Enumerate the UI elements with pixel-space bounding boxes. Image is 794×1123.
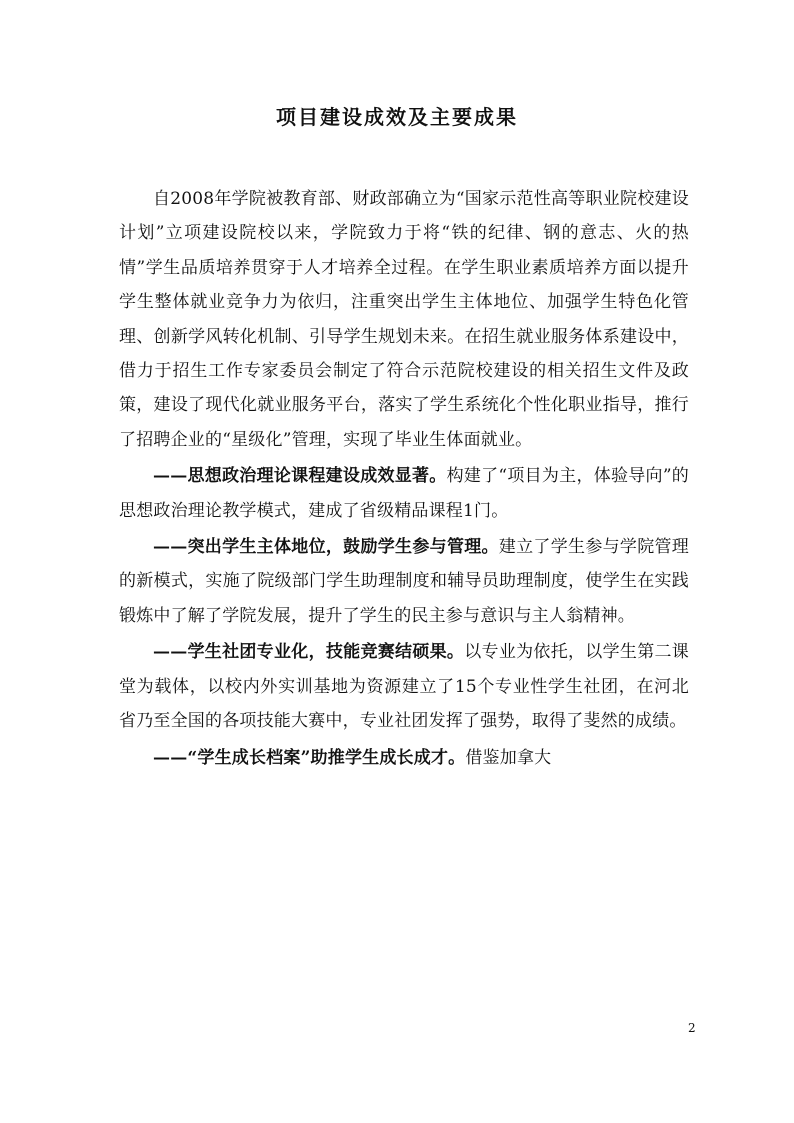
paragraph-student-clubs [119, 635, 689, 738]
paragraph-lead: ——思想政治理论课程建设成效显著。 [153, 466, 447, 487]
page-title: 项目建设成效及主要成果 [276, 105, 518, 129]
paragraph-lead: ——学生社团专业化，技能竞赛结硕果。 [153, 642, 465, 663]
page-number: 2 [688, 1021, 696, 1035]
paragraph-text: 借鉴加拿大 [465, 747, 552, 768]
paragraph-lead: ——突出学生主体地位，鼓励学生参与管理。 [153, 537, 499, 558]
paragraph-growth-file [119, 741, 689, 775]
paragraph-text: 建立了学生参与学院管理的新模式，实施了院级部门学生助理制度和辅导员助理制度，使学生在实践锻炼中了解了学院发展，提升了学生的民主参与意识与主人翁精神。 [119, 537, 690, 626]
paragraph-text: 以专业为依托，以学生第二课堂为载体，以校内外实训基地为资源建立了15个专业性学生社团，在河北省乃至全国的各项技能大赛中，专业社团发挥了强势，取得了斐然的成绩。 [119, 642, 689, 732]
paragraph-text: 构建了“项目为主，体验导向”的思想政治理论教学模式，建成了省级精品课程1门。 [119, 466, 689, 521]
paragraph-ideological-course [119, 459, 689, 528]
body-text [119, 182, 689, 775]
paragraph-text: 自2008年学院被教育部、财政部确立为“国家示范性高等职业院校建设计划”立项建设院校以来，学院致力于将“铁的纪律、钢的意志、火的热情”学生品质培养贯穿于人才培养全过程。在学生职业素质培养方面以提升学生整体就业竞争力为依归，注重突出学生主体地位、加强学生特色化管理、创新学风转化机制、引导学生规划未来。在招生就业服务体系建设中，借力于招生工作专家委员会制定了符合示范院校建设的相关招生文件及政策，建设了现代化就业服务平台，落实了学生系统化个性化职业指导，推行了招聘企业的“星级化”管理，实现了毕业生体面就业。 [119, 189, 689, 450]
paragraph-lead: ——“学生成长档案”助推学生成长成才。 [153, 747, 466, 768]
paragraph-student-participation [119, 530, 689, 633]
paragraph-intro [119, 182, 689, 457]
